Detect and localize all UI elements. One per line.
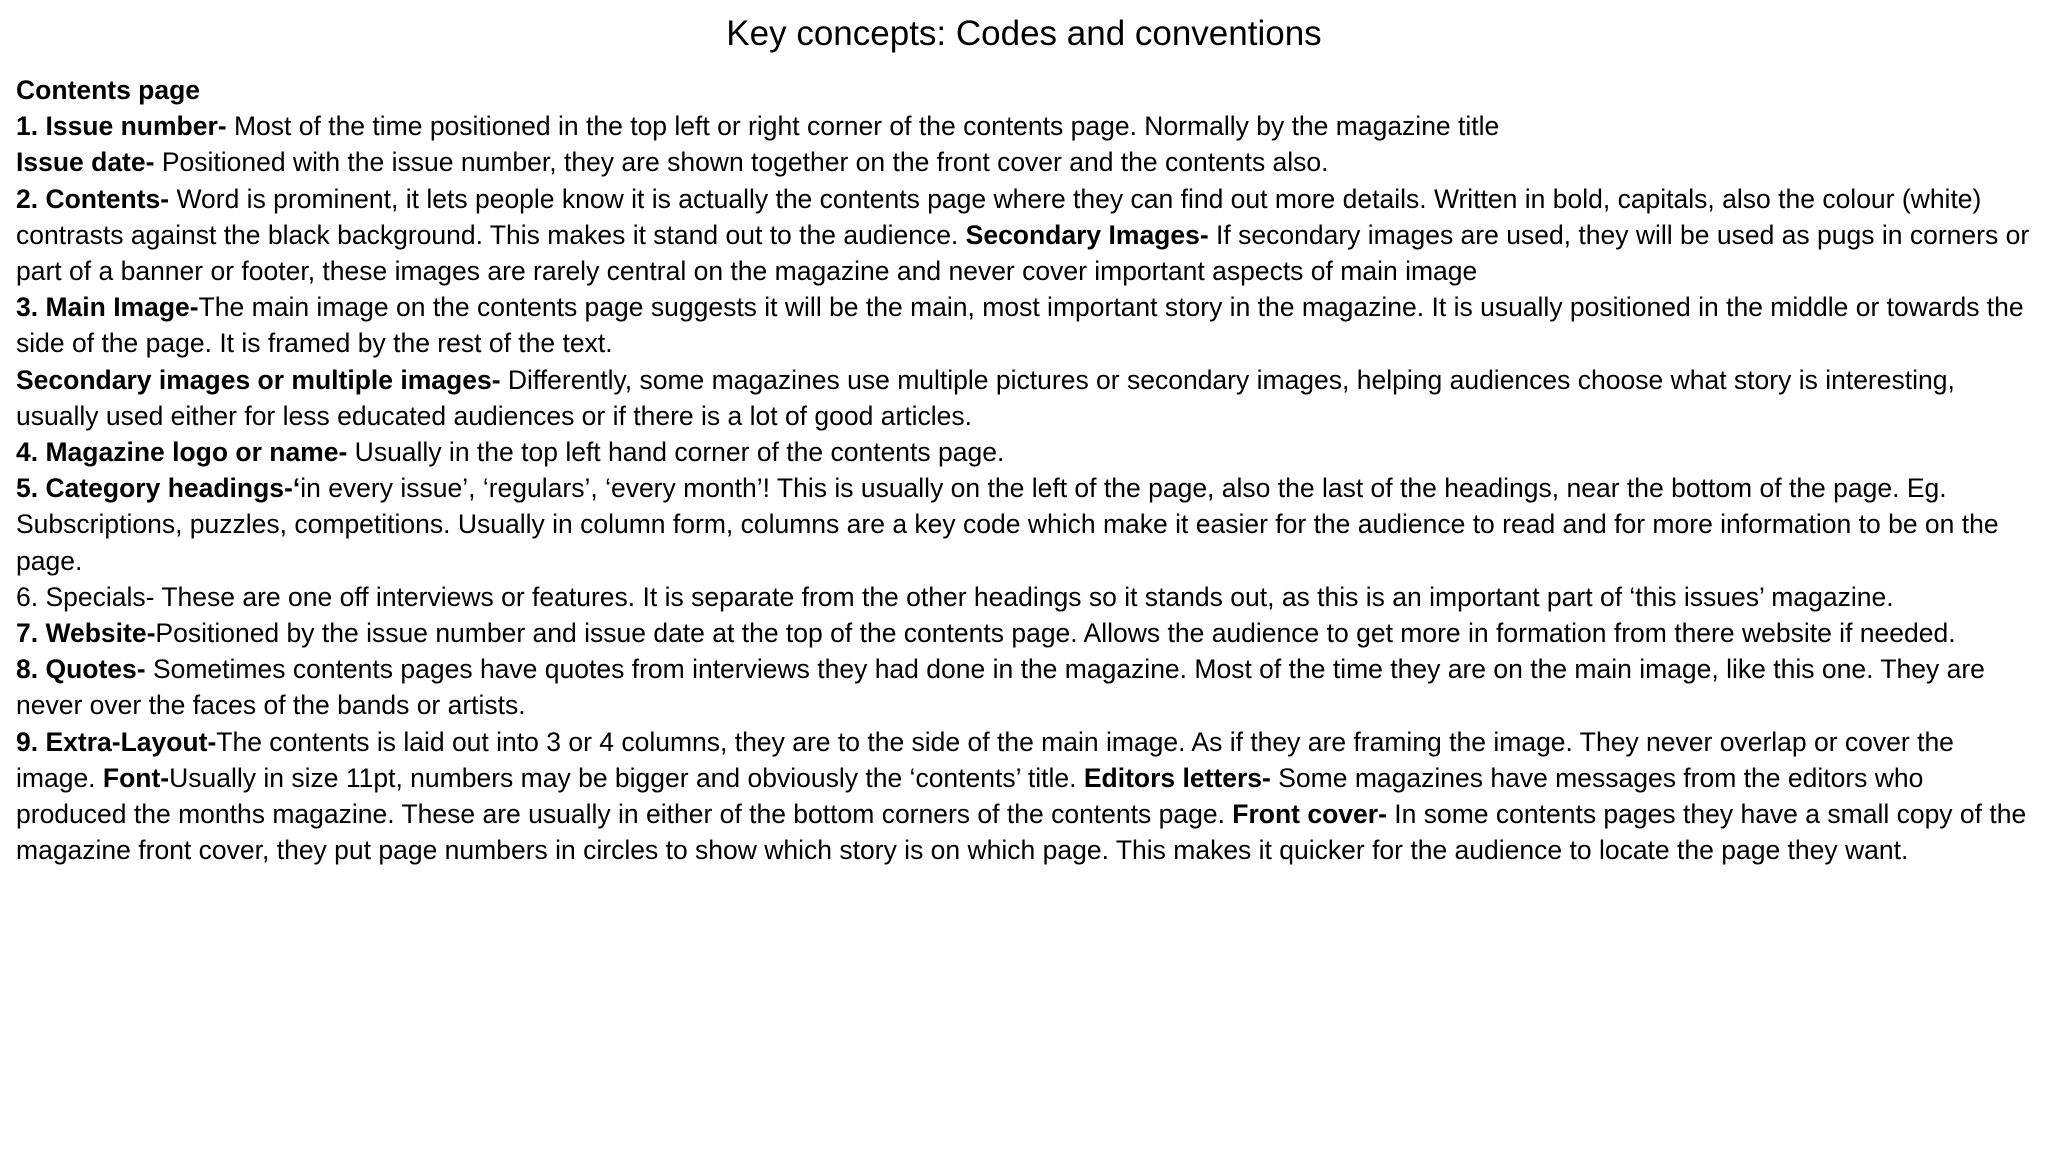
front-cover-text: In some contents pages they have a small copy of the magazine front cover, they put page numbers in circles to show which story is on which page. This makes it quicker for the audience to locate the page they want. <box>16 799 2027 866</box>
contents-text: Word is prominent, it lets people know it is actually the contents page where they can find out more details. Written in bold, capitals, also the colour (white) contrasts against the black background. This makes it stand out to the audience. <box>16 183 1982 250</box>
website-label: 7. Website- <box>16 618 156 649</box>
category-headings-label: 5. Category headings-‘ <box>16 473 301 504</box>
issue-number-paragraph <box>16 108 2032 144</box>
website-paragraph <box>16 615 2032 651</box>
magazine-logo-label: 4. Magazine logo or name- <box>16 437 348 468</box>
issue-date-text: Positioned with the issue number, they are shown together on the front cover and the contents also. <box>154 147 1329 178</box>
issue-date-paragraph <box>16 144 2032 180</box>
quotes-label: 8. Quotes- <box>16 654 146 685</box>
secondary-images-text: If secondary images are used, they will be used as pugs in corners or part of a banner or footer, these images are rarely central on the magazine and never cover important aspects of main image <box>16 219 2030 287</box>
issue-date-label: Issue date- <box>16 147 155 178</box>
main-image-text: The main image on the contents page suggests it will be the main, most important story in the magazine. It is usually positioned in the middle or towards the side of the page. It is framed by the rest of the text. <box>16 292 2024 359</box>
slide-body <box>16 72 2032 868</box>
category-headings-text: in every issue’, ‘regulars’, ‘every month’! This is usually on the left of the page, also the last of the headings, near the bottom of the page. Eg. Subscriptions, puzzles, competitions. Usually in column form, columns are a key code which make it easier for the audience to read and for more information to be on the page. <box>16 473 1999 576</box>
magazine-logo-paragraph <box>16 434 2032 470</box>
secondary-images-label: Secondary Images- <box>965 219 1209 250</box>
quotes-paragraph <box>16 651 2032 723</box>
issue-number-label: 1. Issue number- <box>16 111 227 142</box>
contents-paragraph <box>16 181 2032 290</box>
contents-label: 2. Contents- <box>16 183 170 214</box>
extra-layout-text: The contents is laid out into 3 or 4 columns, they are to the side of the main image. As if they are framing the image. They never overlap or cover the image. <box>16 726 1954 793</box>
font-text: Usually in size 11pt, numbers may be bigger and obviously the ‘contents’ title. <box>169 762 1084 793</box>
extra-layout-label: 9. Extra-Layout- <box>16 726 217 757</box>
editors-letters-label: Editors letters- <box>1083 762 1271 793</box>
front-cover-label: Front cover- <box>1232 799 1387 830</box>
specials-paragraph: 6. Specials- These are one off interviews or features. It is separate from the other headings so it stands out, as this is an important part of ‘this issues’ magazine. <box>16 581 1894 612</box>
category-headings-paragraph <box>16 470 2032 579</box>
website-text: Positioned by the issue number and issue date at the top of the contents page. Allows the audience to get more in formation from there website if needed. <box>155 618 1956 649</box>
main-image-label: 3. Main Image- <box>16 292 199 323</box>
multiple-images-paragraph <box>16 362 2032 434</box>
issue-number-text: Most of the time positioned in the top left or right corner of the contents page. Normally by the magazine title <box>226 111 1500 142</box>
main-image-paragraph <box>16 289 2032 361</box>
section-heading: Contents page <box>16 75 201 105</box>
quotes-text: Sometimes contents pages have quotes from interviews they had done in the magazine. Most of the time they are on the main image, like this one. They are never over the faces of the bands or artists. <box>16 654 1985 721</box>
extra-layout-paragraph <box>16 724 2032 869</box>
multiple-images-label: Secondary images or multiple images- <box>16 364 501 395</box>
magazine-logo-text: Usually in the top left hand corner of the contents page. <box>347 437 1005 468</box>
editors-letters-text: Some magazines have messages from the editors who produced the months magazine. These are usually in either of the bottom corners of the contents page. <box>16 762 1924 830</box>
font-label: Font- <box>102 762 170 793</box>
slide-title: Key concepts: Codes and conventions <box>726 14 1322 53</box>
multiple-images-text: Differently, some magazines use multiple pictures or secondary images, helping audiences choose what story is interesting, usually used either for less educated audiences or if there is a lot of good articles. <box>16 364 1955 431</box>
